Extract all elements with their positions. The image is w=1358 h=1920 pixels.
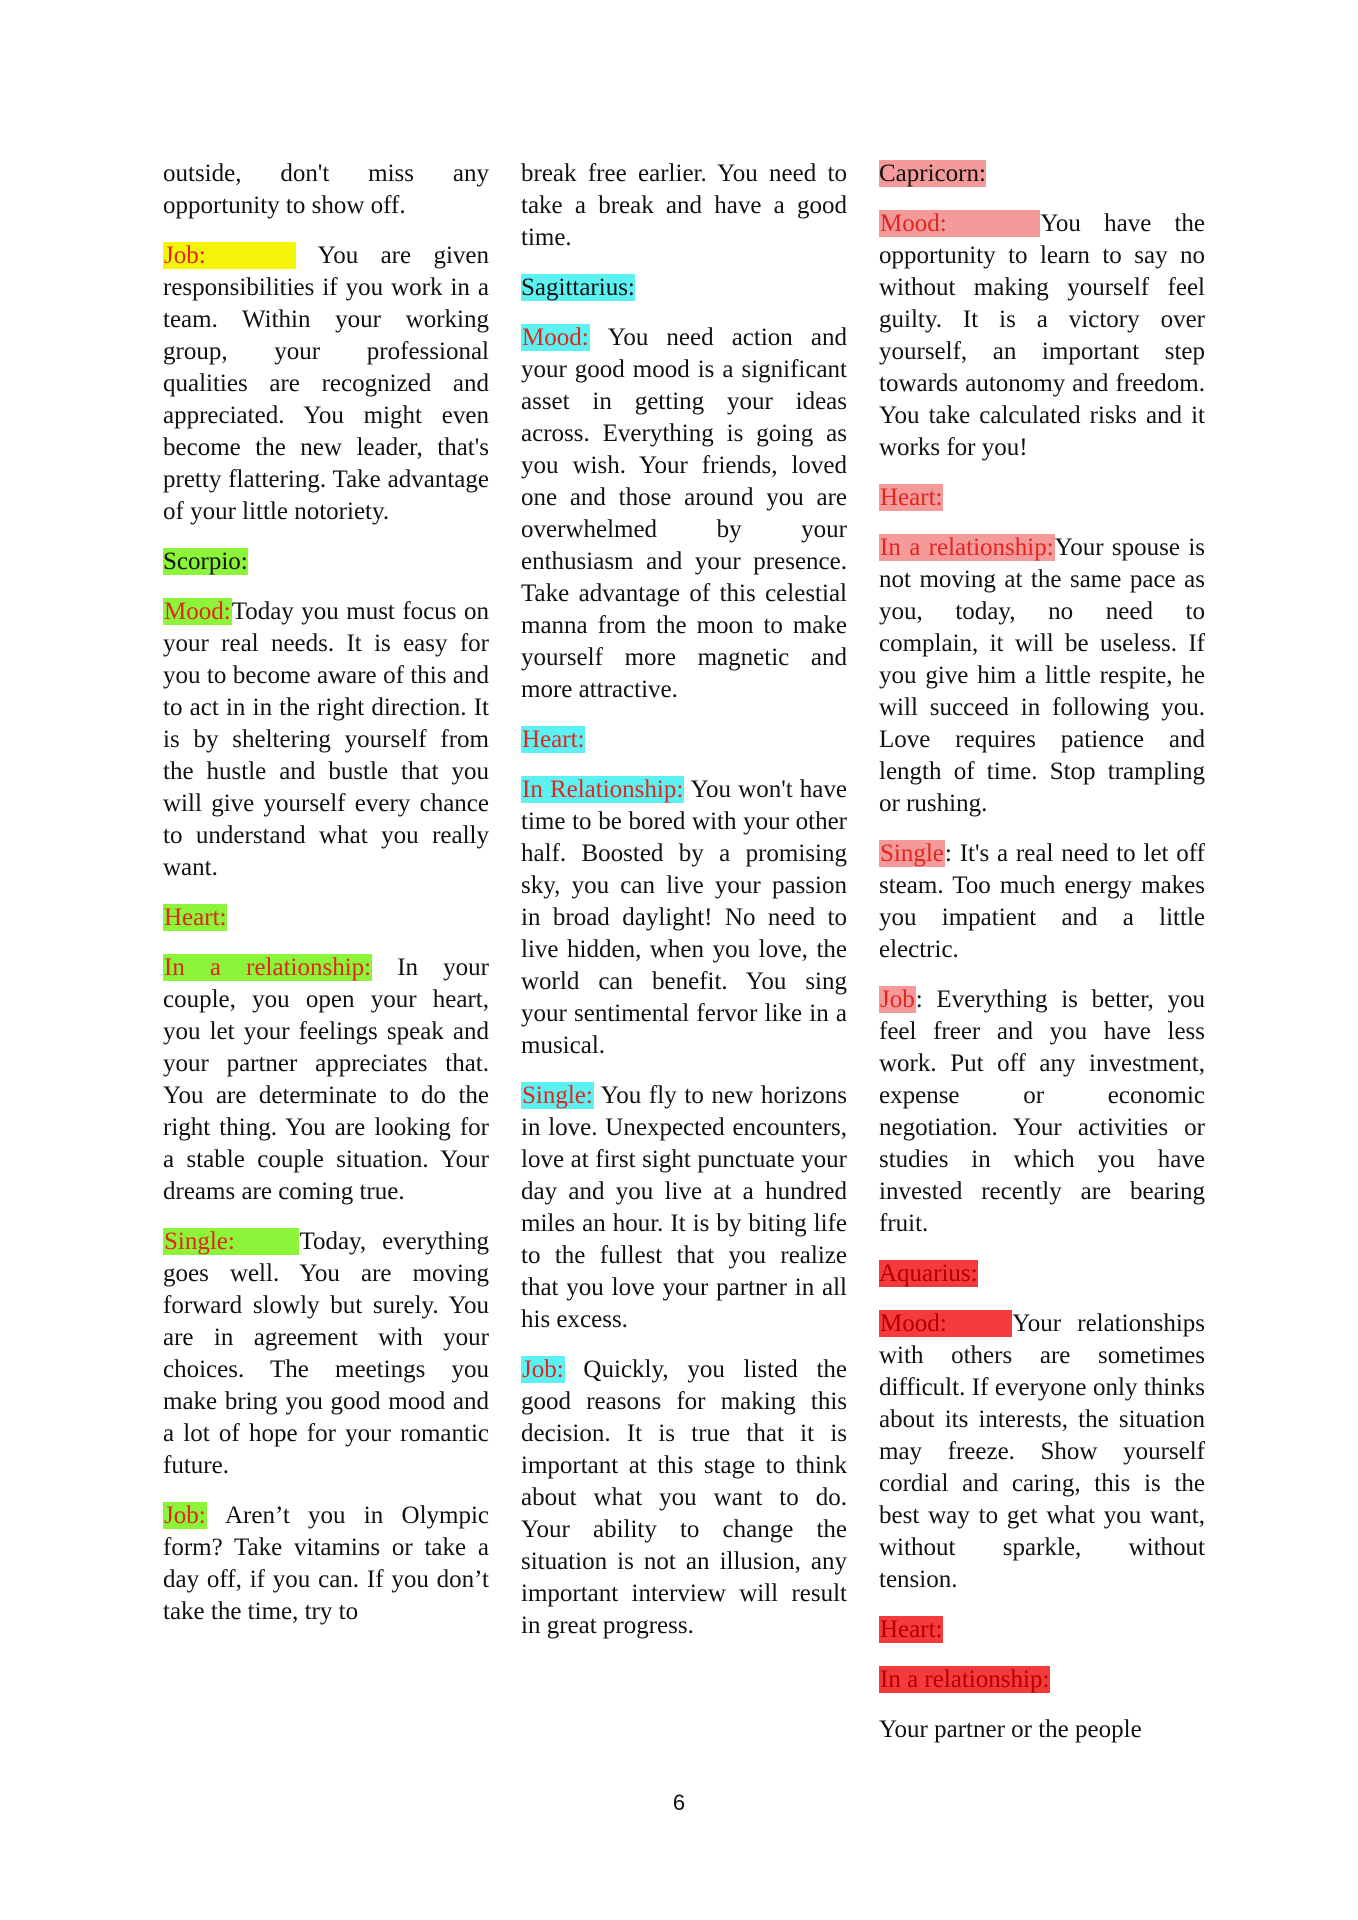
heart-heading	[521, 724, 847, 756]
job-label: Job	[880, 986, 915, 1013]
job-label-2: Job:	[164, 1502, 206, 1529]
heart-label-2: Heart:	[880, 1616, 943, 1643]
intro-paragraph: break free earlier. You need to take a break and have a good time.	[521, 160, 847, 251]
relationship-paragraph	[521, 774, 847, 1062]
job-colon: :	[915, 986, 923, 1013]
heart-heading	[163, 902, 489, 934]
page-number: 6	[672, 1790, 686, 1815]
relationship-paragraph-2: Your partner or the people	[879, 1716, 1142, 1743]
sign-label: Capricorn:	[879, 160, 986, 187]
job-paragraph	[879, 984, 1205, 1240]
single-label: Single	[880, 840, 944, 867]
heart-label: Heart:	[880, 484, 943, 511]
single-colon: :	[944, 840, 952, 867]
mood-text: You have the opportunity to learn to say no without making yourself feel guilty. It is a victory over yourself, an important step towards autonomy and freedom. You take calculated risks and it works for you!	[879, 210, 1205, 461]
mood-paragraph	[163, 596, 489, 884]
single-label: Single:	[522, 1082, 593, 1109]
sign-label: Aquarius:	[879, 1260, 978, 1287]
job-text: Quickly, you listed the good reasons for making this decision. It is true that it is important at this stage to think about what you want to do. Your ability to change the situation is not an illusion, any important interview will result in great progress.	[521, 1356, 847, 1639]
single-text: It's a real need to let off steam. Too much energy makes you impatient and a little electric.	[879, 840, 1206, 963]
job-paragraph	[163, 240, 489, 528]
relationship-label-2: In a relationship:	[880, 1666, 1050, 1693]
column-3	[879, 158, 1205, 1764]
relationship-text: In your couple, you open your heart, you let your feelings speak and your partner appreciates that. You are determinate to do the right thing. You are looking for a stable couple situation. Your dreams are coming true.	[163, 954, 489, 1205]
relationship-label: In a relationship:	[880, 534, 1054, 561]
mood-text: You need action and your good mood is a significant asset in getting your ideas across. Everything is going as you wish. Your friends, loved one and those around you are overwhelmed by your enthusiasm and your presence. Take advantage of this celestial manna from the moon to make yourself more magnetic and more attractive.	[521, 324, 847, 703]
job-text: Everything is better, you feel freer and you have less work. Put off any investment, expense or economic negotiation. Your activities or studies in which you have invested recently are bearing fruit.	[879, 986, 1206, 1237]
mood-text-2: Your relationships with others are sometimes difficult. If everyone only thinks about its interests, the situation may freeze. Show yourself cordial and caring, this is the best way to get what you want, without sparkle, without tension.	[879, 1310, 1206, 1593]
job-paragraph	[521, 1354, 847, 1642]
job-text-2: Aren’t you in Olympic form? Take vitamins or take a day off, if you can. If you don’t take the time, try to	[163, 1502, 490, 1625]
relationship-heading-2	[879, 1664, 1205, 1696]
single-text: You fly to new horizons in love. Unexpected encounters, love at first sight punctuate your day and you live at a hundred miles an hour. It is by biting life to the fullest that you realize that you love your partner in all his excess.	[521, 1082, 848, 1333]
mood-text: Today you must focus on your real needs. It is easy for you to become aware of this and to act in in the right direction. It is by sheltering yourself from the hustle and bustle that you will give yourself every chance to understand what you really want.	[163, 598, 489, 881]
mood-label: Mood:	[879, 210, 1040, 237]
mood-label-2: Mood:	[879, 1310, 1012, 1337]
relationship-label: In Relationship:	[522, 776, 684, 803]
single-paragraph	[879, 838, 1205, 966]
heart-label: Heart:	[164, 904, 227, 931]
single-paragraph	[163, 1226, 489, 1482]
intro-paragraph: outside, don't miss any opportunity to show off.	[163, 160, 489, 219]
sign-heading-capricorn	[879, 158, 1205, 190]
job-text: You are given responsibilities if you work in a team. Within your working group, your professional qualities are recognized and appreciated. You might even become the new leader, that's pretty flattering. Take advantage of your little notoriety.	[163, 242, 489, 525]
single-text: Today, everything goes well. You are moving forward slowly but surely. You are in agreement with your choices. The meetings you make bring you good mood and a lot of hope for your romantic future.	[163, 1228, 489, 1479]
relationship-label: In a relationship:	[164, 954, 372, 981]
sign-heading-scorpio	[163, 546, 489, 578]
sign-heading-aquarius	[879, 1258, 1205, 1290]
job-paragraph-2	[163, 1500, 489, 1628]
column-1	[163, 158, 489, 1646]
column-2	[521, 158, 847, 1660]
mood-label: Mood:	[522, 324, 589, 351]
job-label: Job:	[163, 242, 296, 269]
heart-heading-2	[879, 1614, 1205, 1646]
sign-label: Scorpio:	[163, 548, 248, 575]
heart-heading	[879, 482, 1205, 514]
single-label: Single:	[163, 1228, 299, 1255]
mood-paragraph	[879, 208, 1205, 464]
relationship-paragraph	[879, 532, 1205, 820]
relationship-paragraph	[163, 952, 489, 1208]
relationship-text: Your spouse is not moving at the same pace as you, today, no need to complain, it will be useless. If you give him a little respite, he will succeed in following you. Love requires patience and length of time. Stop trampling or rushing.	[879, 534, 1205, 817]
single-paragraph	[521, 1080, 847, 1336]
mood-paragraph-2	[879, 1308, 1205, 1596]
mood-paragraph	[521, 322, 847, 706]
heart-label: Heart:	[522, 726, 585, 753]
sign-label: Sagittarius:	[521, 274, 635, 301]
sign-heading-sagittarius	[521, 272, 847, 304]
job-label: Job:	[522, 1356, 564, 1383]
relationship-text: You won't have time to be bored with your other half. Boosted by a promising sky, you can live your passion in broad daylight! No need to live hidden, when you love, the world can benefit. You sing your sentimental fervor like in a musical.	[521, 776, 847, 1059]
mood-label: Mood:	[164, 598, 231, 625]
